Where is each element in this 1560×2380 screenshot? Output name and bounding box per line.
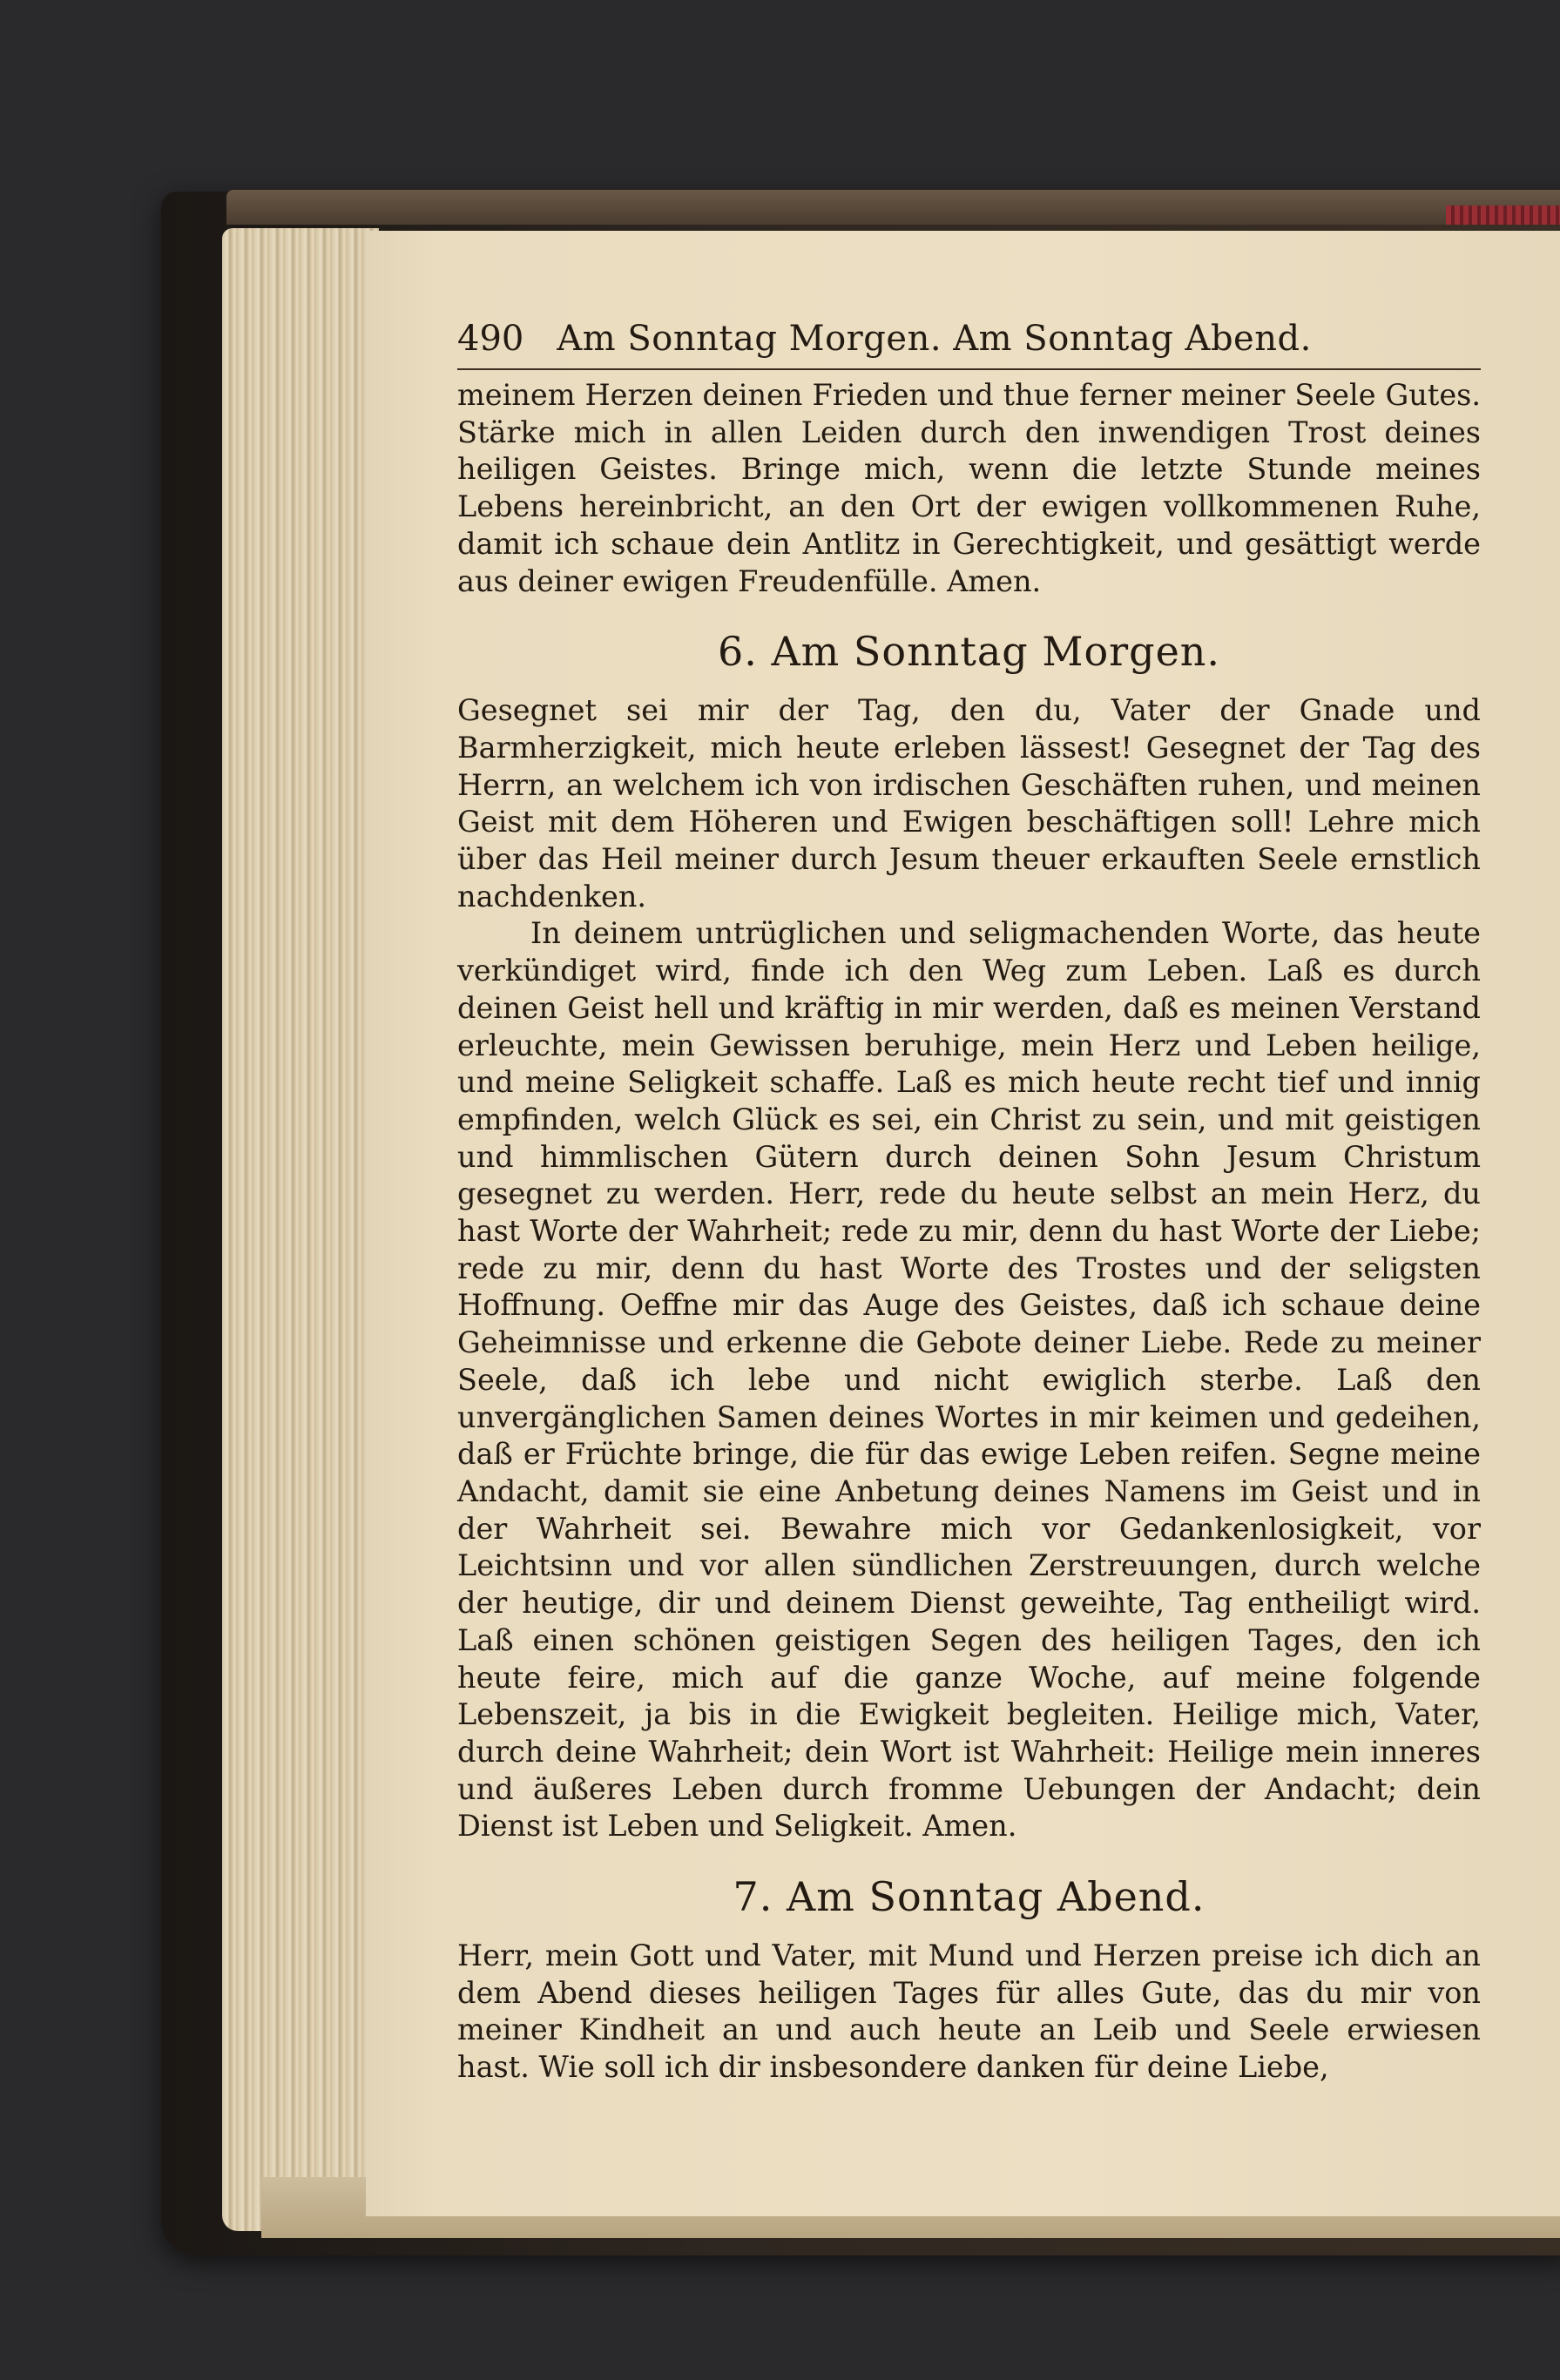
text-column: [457, 318, 1481, 2087]
red-page-edge: [1446, 206, 1560, 225]
book-cover-top-edge: [226, 190, 1560, 225]
section-heading-7: 7. Am Sonntag Abend.: [733, 1873, 1205, 1921]
continuation-paragraph: meinem Herzen deinen Frieden und thue ferner meiner Seele Gutes. Stärke mich in allen Leiden durch den inwendigen Trost deines heiligen Geistes. Bringe mich, wenn die letzte Stunde meines Lebens hereinbricht, an den Ort der ewigen vollkommenen Ruhe, damit ich schaue dein Antlitz in Gerechtigkeit, und gesättigt werde aus deiner ewigen Freudenfülle. Amen.: [457, 378, 1481, 598]
paragraph: In deinem untrüglichen und seligmachenden Worte, das heute verkündiget wird, finde ich den Weg zum Leben. Laß es durch deinen Geist hell und kräftig in mir werden, daß es meinen Verstand erleuchte, mein Gewissen beruhige, mein Herz und Leben heilige, und meine Seligkeit schaffe. Laß es mich heute recht tief und innig empfinden, welch Glück es sei, ein Christ zu sein, und mit geistigen und himmlischen Gütern durch deinen Sohn Jesum Christum gesegnet zu werden. Herr, rede du heute selbst an mein Herz, du hast Worte der Wahrheit; rede zu mir, denn du hast Worte der Liebe; rede zu mir, denn du hast Worte des Trostes und der seligsten Hoffnung. Oeffne mir das Auge des Geistes, daß ich schaue deine Geheimnisse und erkenne die Gebote deiner Liebe. Rede zu meiner Seele, daß ich lebe und nicht ewiglich sterbe. Laß den unvergänglichen Samen deines Wortes in mir keimen und gedeihen, daß er Früchte bringe, die für das ewige Leben reifen. Segne meine Andacht, damit sie eine Anbetung deines Namens im Geist und in der Wahrheit sei. Bewahre mich vor Gedankenlosigkeit, vor Leichtsinn und vor allen sündlichen Zerstreuungen, durch welche der heutige, dir und deinem Dienst geweihte, Tag entheiligt wird. Laß einen schönen geistigen Segen des heiligen Tages, den ich heute feire, mich auf die ganze Woche, auf meine folgende Lebenszeit, ja bis in die Ewigkeit begleiten. Heilige mich, Vater, durch deine Wahrheit; dein Wort ist Wahrheit: Heilige mein inneres und äußeres Leben durch fromme Uebungen der Andacht; dein Dienst ist Leben und Seligkeit. Amen.: [457, 916, 1481, 1844]
running-head: [457, 318, 1481, 370]
page-number: 490: [457, 319, 524, 359]
book-page: [366, 231, 1560, 2216]
section-heading-6: 6. Am Sonntag Morgen.: [717, 628, 1221, 676]
stacked-page-edges: [222, 228, 379, 2231]
paragraph: Gesegnet sei mir der Tag, den du, Vater der Gnade und Barmherzigkeit, mich heute erleben lässest! Gesegnet der Tag des Herrn, an welchem ich von irdischen Geschäften ruhen, und meinen Geist mit dem Höheren und Ewigen beschäftigen soll! Lehre mich über das Heil meiner durch Jesum theuer erkauften Seele ernstlich nachdenken.: [457, 693, 1481, 914]
paragraph: Herr, mein Gott und Vater, mit Mund und Herzen preise ich dich an dem Abend dieses heiligen Tages für alles Gute, das du mir von meiner Kindheit an und auch heute an Leib und Seele erwiesen hast. Wie soll ich dir insbesondere danken für deine Liebe,: [457, 1938, 1481, 2085]
running-title: Am Sonntag Morgen. Am Sonntag Abend.: [557, 319, 1312, 359]
